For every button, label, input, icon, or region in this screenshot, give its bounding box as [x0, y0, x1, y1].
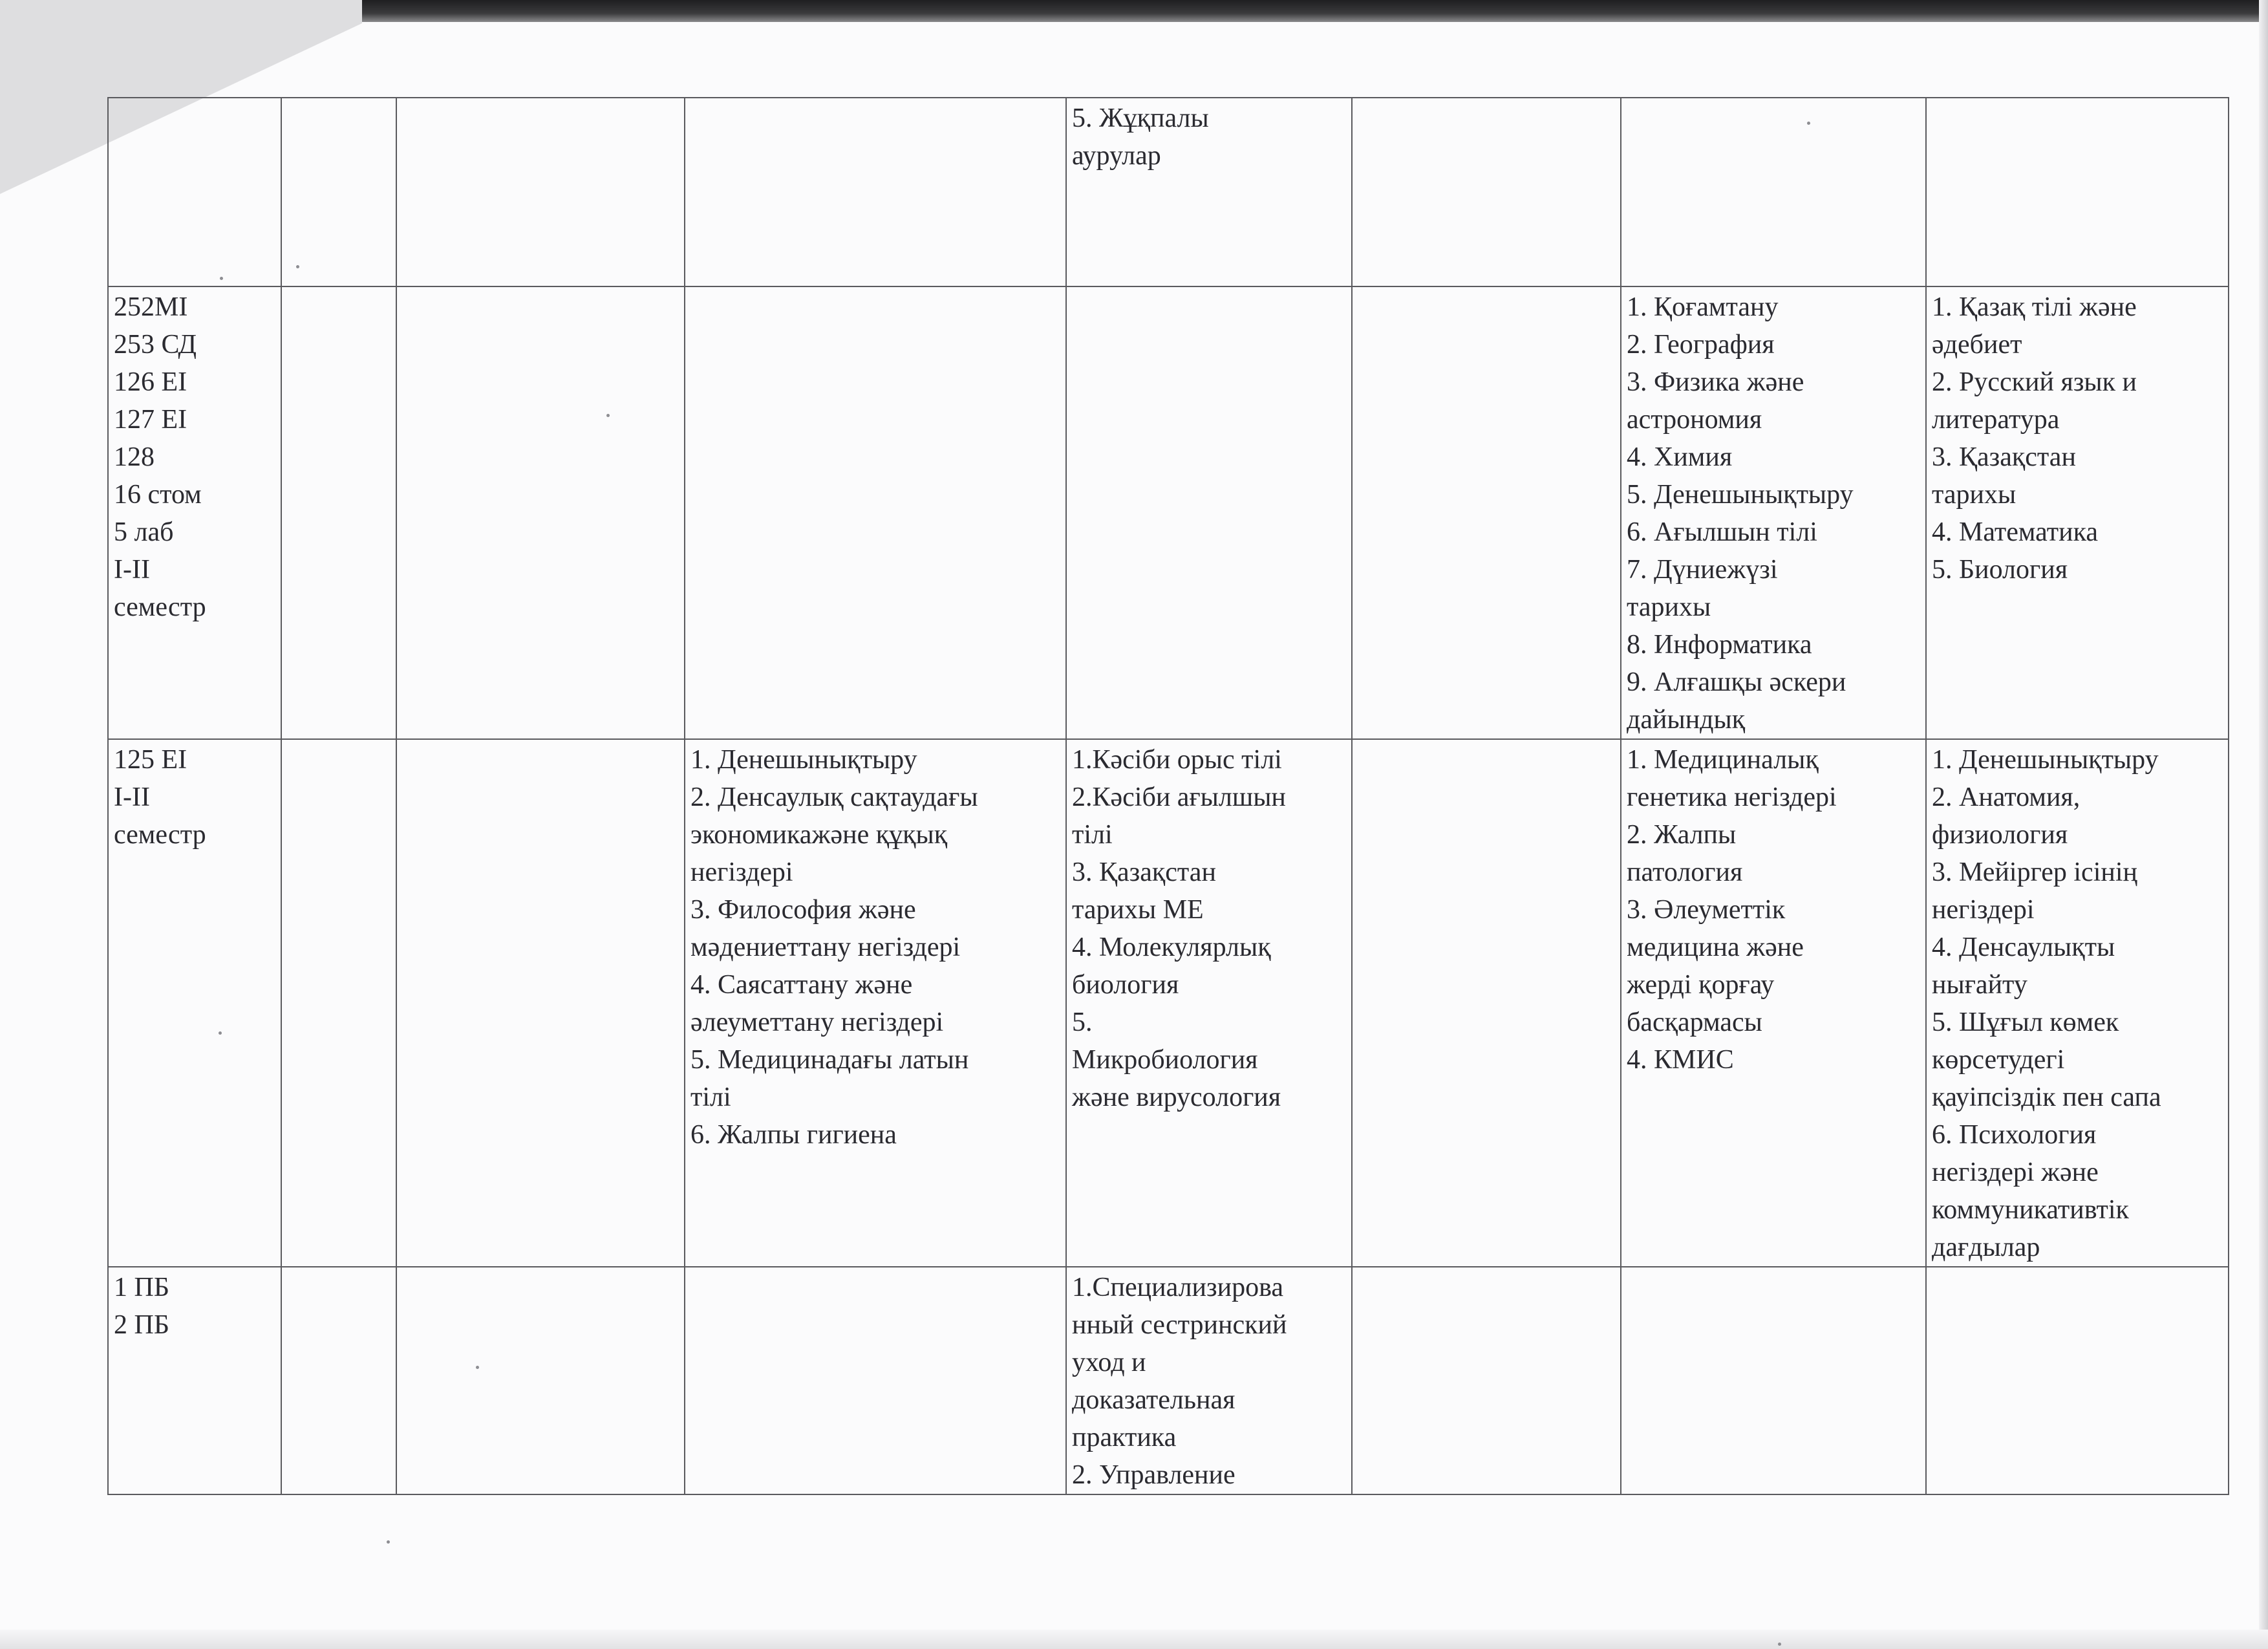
cell-text-line: 6. Жалпы гигиена: [690, 1120, 897, 1150]
scan-speck: [220, 277, 223, 280]
cell-text-line: I-II: [114, 555, 150, 585]
page-right-edge: [2259, 0, 2268, 1649]
cell-text-line: және вирусология: [1072, 1083, 1281, 1112]
cell-text-line: 5. Денешынықтыру: [1627, 480, 1854, 510]
cell-text-line: 1 ПБ: [114, 1273, 169, 1302]
scan-speck: [1778, 1643, 1781, 1646]
table-cell: [108, 739, 281, 1267]
table-row: [108, 1267, 2229, 1494]
cell-text-line: литература: [1932, 405, 2060, 435]
cell-text-line: 2. Жалпы: [1627, 820, 1737, 850]
cell-text-line: негіздері: [1932, 895, 2035, 925]
table-cell: [1926, 739, 2229, 1267]
cell-text-line: Микробиология: [1072, 1045, 1258, 1075]
table-cell: [1066, 739, 1352, 1267]
table-cell: [1352, 286, 1621, 739]
cell-text-line: 126 EI: [114, 367, 187, 397]
cell-text-line: уход и: [1072, 1348, 1146, 1377]
cell-text-line: тарихы: [1932, 480, 2017, 510]
table-cell: [685, 98, 1066, 286]
cell-text-line: 2.Кәсіби ағылшын: [1072, 782, 1286, 812]
table-cell: [1621, 98, 1926, 286]
table-cell: [1621, 286, 1926, 739]
curriculum-table: [107, 97, 2229, 1495]
cell-text-line: 3. Қазақстан: [1072, 857, 1216, 887]
cell-text-line: 1.Специализирова: [1072, 1273, 1284, 1302]
cell-text-line: 2. Анатомия,: [1932, 782, 2081, 812]
table-cell: [281, 98, 396, 286]
cell-text-line: 4. Химия: [1627, 442, 1733, 472]
cell-text-line: 3. Қазақстан: [1932, 442, 2076, 472]
cell-text-line: 3. Мейіргер ісінің: [1932, 857, 2137, 887]
cell-text-line: генетика негіздері: [1627, 782, 1837, 812]
table-cell: [1926, 98, 2229, 286]
table-cell: [108, 286, 281, 739]
cell-text-line: 1. Қоғамтану: [1627, 292, 1779, 322]
cell-text-line: 5. Шұғыл көмек: [1932, 1008, 2119, 1037]
cell-text-line: 4. Саясаттану және: [690, 970, 913, 1000]
cell-text-line: 3. Әлеуметтік: [1627, 895, 1786, 925]
scan-speck: [1807, 122, 1810, 125]
table-cell: [281, 739, 396, 1267]
cell-text-line: негіздері: [690, 857, 793, 887]
cell-text-line: тарихы: [1627, 592, 1711, 622]
cell-text-line: 5. Биология: [1932, 555, 2068, 585]
table-cell: [1926, 1267, 2229, 1494]
table-cell: [281, 286, 396, 739]
cell-text-line: 252MI: [114, 292, 188, 322]
cell-text-line: экономикажәне құқық: [690, 820, 948, 850]
table-cell: [685, 739, 1066, 1267]
table-cell: [108, 98, 281, 286]
cell-text-line: семестр: [114, 592, 206, 622]
cell-text-line: 1. Денешынықтыру: [690, 745, 917, 775]
cell-text-line: 128: [114, 442, 155, 472]
cell-text-line: аурулар: [1072, 141, 1161, 171]
cell-text-line: 2. Управление: [1072, 1460, 1236, 1490]
cell-text-line: 4. Денсаулықты: [1932, 932, 2115, 962]
scan-speck: [387, 1540, 390, 1544]
table-cell: [1066, 286, 1352, 739]
cell-text-line: семестр: [114, 820, 206, 850]
cell-text-line: әдебиет: [1932, 330, 2022, 360]
table-cell: [1621, 739, 1926, 1267]
cell-text-line: 5 лаб: [114, 517, 174, 547]
cell-text-line: доказательная: [1072, 1385, 1236, 1415]
table-row: [108, 98, 2229, 286]
cell-text-line: нный сестринский: [1072, 1310, 1287, 1340]
table-row: [108, 286, 2229, 739]
cell-text-line: жерді қорғау: [1627, 970, 1775, 1000]
cell-text-line: 6. Ағылшын тілі: [1627, 517, 1817, 547]
page-bottom-edge: [0, 1630, 2268, 1649]
cell-text-line: астрономия: [1627, 405, 1762, 435]
cell-text-line: 1.Кәсіби орыс тілі: [1072, 745, 1282, 775]
table-row: [108, 739, 2229, 1267]
cell-text-line: 127 EI: [114, 405, 187, 435]
table-cell: [396, 739, 685, 1267]
cell-text-line: әлеуметтану негіздері: [690, 1008, 944, 1037]
cell-text-line: физиология: [1932, 820, 2068, 850]
cell-text-line: 1. Медициналық: [1627, 745, 1819, 775]
cell-text-line: тілі: [690, 1083, 731, 1112]
cell-text-line: 3. Физика және: [1627, 367, 1804, 397]
table-cell: [281, 1267, 396, 1494]
cell-text-line: көрсетудегі: [1932, 1045, 2065, 1075]
cell-text-line: биология: [1072, 970, 1179, 1000]
cell-text-line: 2 ПБ: [114, 1310, 169, 1340]
cell-text-line: 9. Алғашқы әскери: [1627, 667, 1846, 697]
table-cell: [1926, 286, 2229, 739]
cell-text-line: тарихы МЕ: [1072, 895, 1204, 925]
cell-text-line: 2. Денсаулық сақтаудағы: [690, 782, 978, 812]
cell-text-line: қауіпсіздік пен сапа: [1932, 1083, 2161, 1112]
cell-text-line: 3. Философия және: [690, 895, 916, 925]
cell-text-line: патология: [1627, 857, 1743, 887]
table-cell: [396, 98, 685, 286]
table-cell: [396, 1267, 685, 1494]
cell-text-line: I-II: [114, 782, 150, 812]
cell-text-line: 5. Жұқпалы: [1072, 103, 1209, 133]
cell-text-line: дағдылар: [1932, 1233, 2040, 1262]
cell-text-line: 16 стом: [114, 480, 202, 510]
cell-text-line: медицина және: [1627, 932, 1804, 962]
table-cell: [1066, 98, 1352, 286]
table-cell: [1066, 1267, 1352, 1494]
scan-speck: [296, 265, 299, 268]
cell-text-line: 4. Математика: [1932, 517, 2098, 547]
cell-text-line: 5.: [1072, 1008, 1093, 1037]
table-cell: [685, 286, 1066, 739]
cell-text-line: практика: [1072, 1423, 1177, 1452]
cell-text-line: 4. Молекулярлық: [1072, 932, 1271, 962]
scan-speck: [606, 414, 610, 417]
cell-text-line: 1. Қазақ тілі және: [1932, 292, 2137, 322]
scan-speck: [219, 1031, 222, 1035]
table-cell: [1352, 739, 1621, 1267]
cell-text-line: 4. КМИС: [1627, 1045, 1734, 1075]
table-cell: [685, 1267, 1066, 1494]
table-cell: [1621, 1267, 1926, 1494]
table-cell: [1352, 1267, 1621, 1494]
cell-text-line: тілі: [1072, 820, 1113, 850]
table-body: [108, 98, 2229, 1494]
cell-text-line: коммуникативтік: [1932, 1195, 2129, 1225]
cell-text-line: негіздері және: [1932, 1158, 2099, 1187]
table-cell: [108, 1267, 281, 1494]
table-cell: [396, 286, 685, 739]
cell-text-line: 8. Информатика: [1627, 630, 1812, 660]
cell-text-line: 253 СД: [114, 330, 197, 360]
cell-text-line: басқармасы: [1627, 1008, 1762, 1037]
cell-text-line: нығайту: [1932, 970, 2027, 1000]
table-cell: [1352, 98, 1621, 286]
cell-text-line: 125 EI: [114, 745, 187, 775]
cell-text-line: мәдениеттану негіздері: [690, 932, 961, 962]
cell-text-line: 7. Дүниежүзі: [1627, 555, 1778, 585]
cell-text-line: 5. Медицинадағы латын: [690, 1045, 969, 1075]
scan-speck: [476, 1366, 479, 1369]
cell-text-line: 1. Денешынықтыру: [1932, 745, 2159, 775]
cell-text-line: 2. Русский язык и: [1932, 367, 2137, 397]
cell-text-line: 6. Психология: [1932, 1120, 2097, 1150]
cell-text-line: дайындық: [1627, 705, 1746, 735]
cell-text-line: 2. География: [1627, 330, 1775, 360]
